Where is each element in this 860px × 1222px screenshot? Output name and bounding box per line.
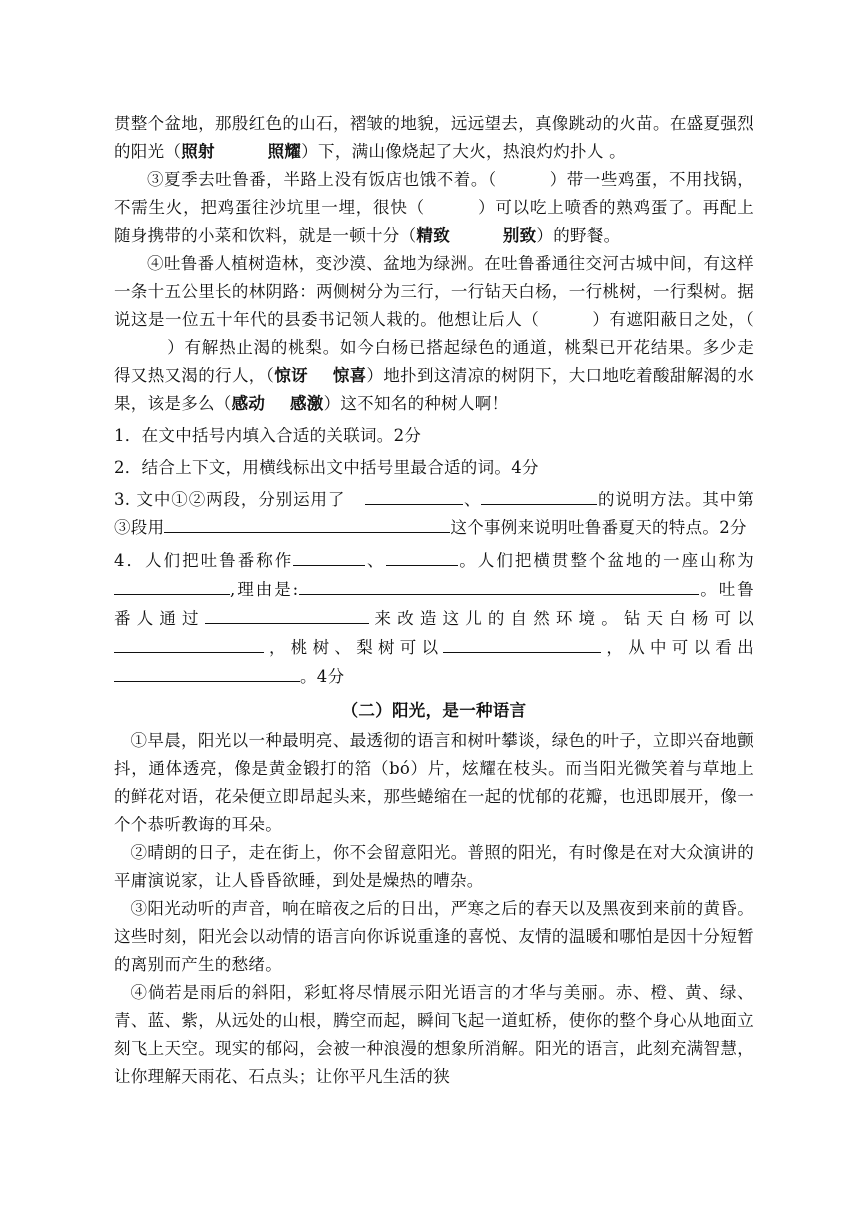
passage1-paragraph-3: ③夏季去吐鲁番，半路上没有饭店也饿不着。（ ）带一些鸡蛋，不用找锅，不需生火，把鸡蛋往沙坑里一埋，很快（ ）可以吃上喷香的熟鸡蛋了。再配上随身携带的小菜和饮料，就是一顿十分（精致 别致）的野餐。	[114, 170, 754, 245]
word-choice-option: 惊喜	[332, 366, 367, 385]
answer-blank[interactable]	[443, 634, 601, 653]
word-choice-option: 感激	[289, 394, 324, 413]
passage1-paragraph-4: ④吐鲁番人植树造林，变沙漠、盆地为绿洲。在吐鲁番通往交河古城中间，有这样一条十五公里长的林阴路：两侧树分为三行，一行钻天白杨，一行桃树，一行梨树。据说这是一位五十年代的县委书记领人栽的。他想让后人（ ）有遮阳蔽日之处，（）有解热止渴的桃梨。如今白杨已搭起绿色的通道，桃梨已开花结果。多少走得又热又渴的行人，（惊讶 惊喜）地扑到这清凉的树阴下，大口地吃着酸甜解渴的水果，该是多么（感动 感激）这不知名的种树人啊！	[114, 254, 755, 413]
passage2-paragraph-3: ③阳光动听的声音，响在暗夜之后的日出，严寒之后的春天以及黑夜到来前的黄昏。这些时刻，阳光会以动情的语言向你诉说重逢的喜悦、友情的温暖和哪怕是因十分短暂的离别而产生的愁绪。	[114, 899, 754, 974]
answer-blank[interactable]	[114, 634, 264, 653]
answer-blank[interactable]	[365, 486, 463, 505]
answer-blank[interactable]	[386, 547, 458, 566]
document-page	[114, 110, 754, 1091]
passage2-paragraph-4: ④倘若是雨后的斜阳，彩虹将尽情展示阳光语言的才华与美丽。赤、橙、黄、绿、青、蓝、紫，从远处的山根，腾空而起，瞬间飞起一道虹桥，使你的整个身心从地面立刻飞上天空。现实的郁闷，会被一种浪漫的想象所消解。阳光的语言，此刻充满智慧，让你理解天雨花、石点头；让你平凡生活的狭	[114, 983, 754, 1086]
passage2-paragraph-2: ②晴朗的日子，走在街上，你不会留意阳光。普照的阳光，有时像是在对大众演讲的平庸演说家，让人昏昏欲睡，到处是燥热的嘈杂。	[114, 843, 754, 890]
passage1-paragraph-2: 贯整个盆地，那殷红色的山石，褶皱的地貌，远远望去，真像跳动的火苗。在盛夏强烈的阳光（照射 照耀）下，满山像烧起了大火，热浪灼灼扑人 。	[114, 114, 754, 161]
answer-blank[interactable]	[114, 576, 230, 595]
word-choice-option: 别致	[502, 226, 537, 245]
answer-blank[interactable]	[205, 605, 369, 624]
passage2-paragraph-1: ①早晨，阳光以一种最明亮、最透彻的语言和树叶攀谈，绿色的叶子，立即兴奋地颤抖，通体透亮，像是黄金锻打的箔（bó）片，炫耀在枝头。而当阳光微笑着与草地上的鲜花对语，花朵便立即昂起头来，那些蜷缩在一起的忧郁的花瓣，也迅即展开，像一个个恭听教诲的耳朵。	[114, 731, 754, 834]
word-choice-option: 惊讶	[274, 366, 308, 385]
word-choice-option: 照耀	[267, 142, 302, 161]
question-1: 1．在文中括号内填入合适的关联词。2分	[114, 426, 422, 445]
answer-blank[interactable]	[299, 576, 699, 595]
question-2: 2．结合上下文，用横线标出文中括号里最合适的词。4分	[114, 458, 539, 477]
answer-blank[interactable]	[114, 663, 300, 682]
answer-blank[interactable]	[293, 547, 365, 566]
question-3: 3. 文中①②两段，分别运用了 、 的说明方法。其中第③段用 这个事例来说明吐鲁番夏天的特点。2分	[114, 486, 754, 542]
word-choice-option: 感动	[231, 394, 266, 413]
question-4: 4．人们把吐鲁番称作 、 。人们把横贯整个盆地的一座山称为,理由是: 。吐鲁番人通过 来改造这儿的自然环境。钻天白杨可以，桃树、梨树可以 ，从中可以看出。4分	[114, 546, 754, 691]
answer-blank[interactable]	[481, 486, 597, 505]
word-choice-option: 照射	[181, 142, 215, 161]
answer-blank[interactable]	[164, 514, 450, 533]
word-choice-option: 精致	[416, 226, 451, 245]
section-title: （二）阳光，是一种语言	[341, 701, 527, 720]
